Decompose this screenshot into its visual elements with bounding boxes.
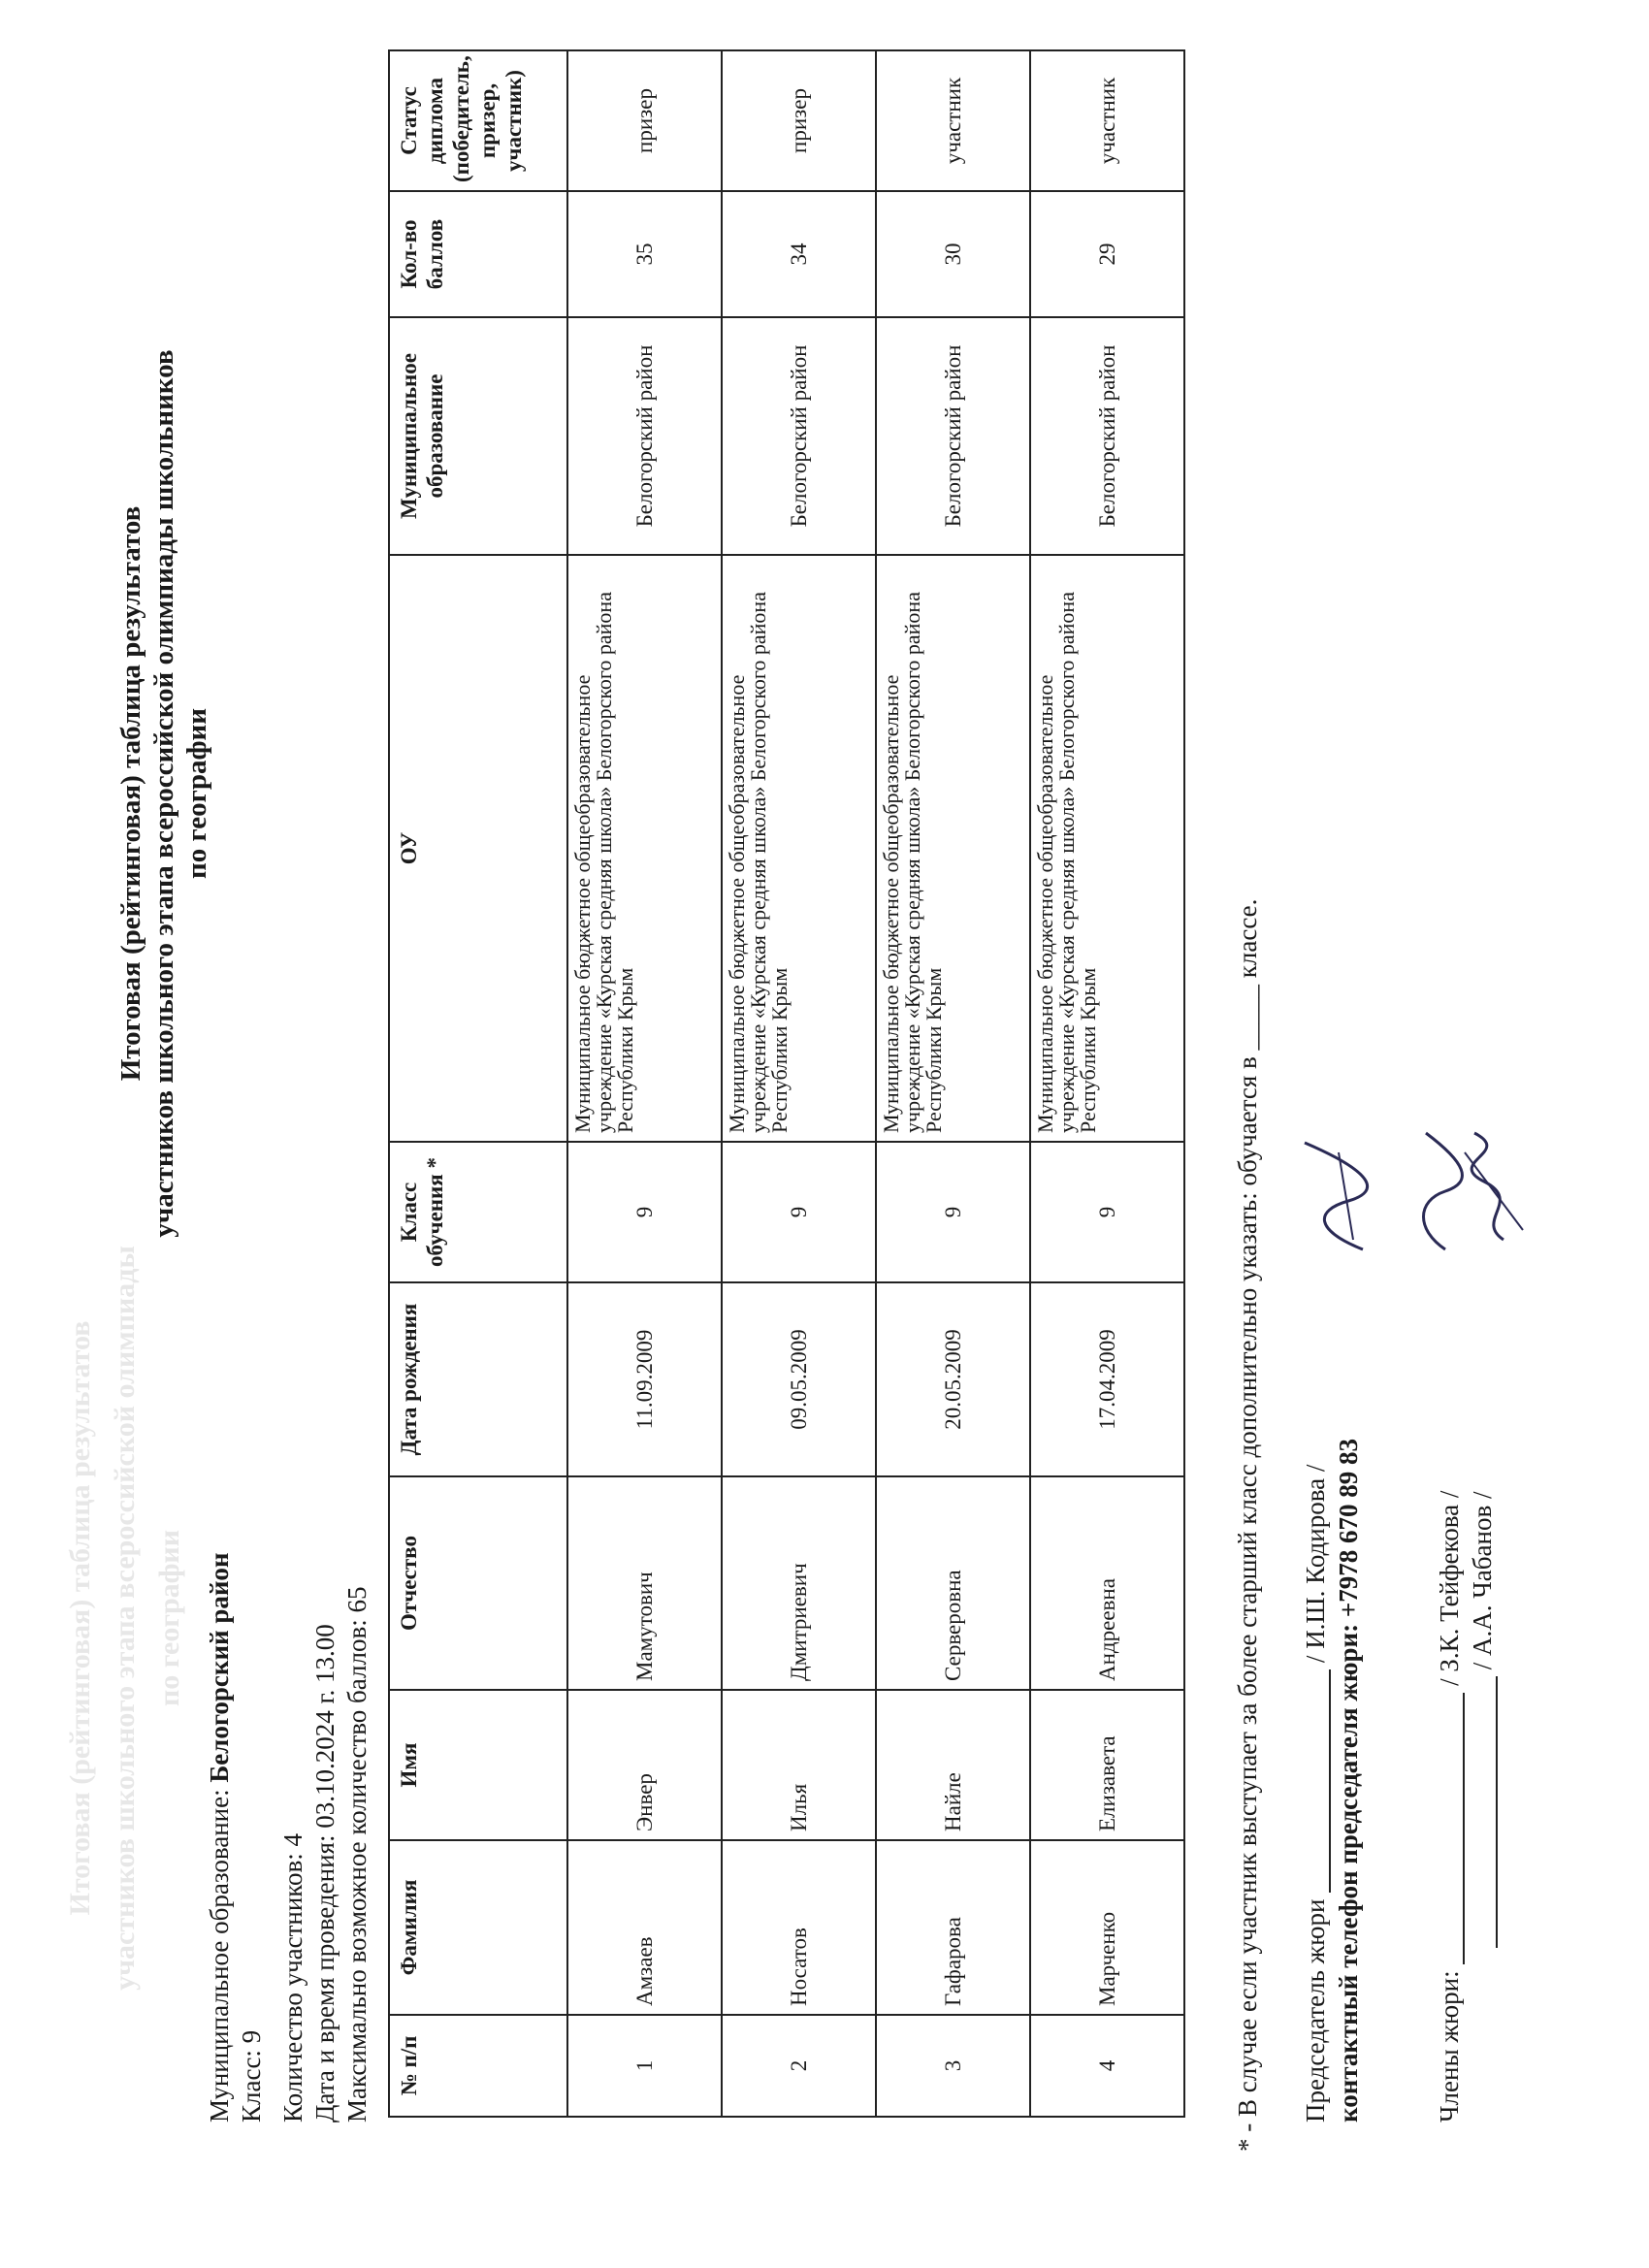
cell-grade: 9 xyxy=(722,1142,876,1282)
cell-num: 4 xyxy=(1030,2015,1184,2117)
table-row xyxy=(876,50,1030,2117)
table-row xyxy=(567,50,722,2117)
table-row xyxy=(722,50,876,2117)
header-grade: Класс обучения * xyxy=(389,1142,567,1282)
member-signatures xyxy=(1406,1123,1533,1259)
header-num: № п/п xyxy=(389,2015,567,2117)
cell-status: призер xyxy=(567,50,722,191)
cell-birthdate: 20.05.2009 xyxy=(876,1282,1030,1476)
municipality-line xyxy=(204,958,236,2122)
cell-num: 3 xyxy=(876,2015,1030,2117)
results-table xyxy=(388,49,1185,2118)
cell-birthdate: 17.04.2009 xyxy=(1030,1282,1184,1476)
header-municipality: Муниципальное образование xyxy=(389,317,567,555)
cell-score: 29 xyxy=(1030,191,1184,317)
cell-school: Муниципальное бюджетное общеобразовательное учреждение «Курская средняя школа» Белогорского района Республики Крым xyxy=(1030,555,1184,1142)
cell-municipality: Белогорский район xyxy=(1030,317,1184,555)
document-title xyxy=(114,114,213,1473)
table-row xyxy=(1030,50,1184,2117)
cell-name: Энвер xyxy=(567,1690,722,1840)
cell-grade: 9 xyxy=(1030,1142,1184,1282)
footnote: * - В случае если участник выступает за более старший класс дополнительно указать: обучается в _____ классе. xyxy=(1233,898,1262,2152)
cell-num: 1 xyxy=(567,2015,722,2117)
member-1-name: / З.К. Тейфекова / xyxy=(1435,1490,1464,1686)
max-score-line: Максимально возможное количество баллов: 65 xyxy=(342,1586,372,2122)
cell-score: 34 xyxy=(722,191,876,317)
cell-grade: 9 xyxy=(876,1142,1030,1282)
jury-member-row xyxy=(1467,473,1500,2122)
header-score: Кол-во баллов xyxy=(389,191,567,317)
cell-surname: Амзаев xyxy=(567,1840,722,2015)
signature-line xyxy=(1463,1693,1465,1964)
header-school: ОУ xyxy=(389,555,567,1142)
municipality-label: Муниципальное образование: xyxy=(205,1782,234,2122)
cell-status: участник xyxy=(876,50,1030,191)
title-line-3: по географии xyxy=(181,708,212,879)
ghost-line: участников школьного этапа всероссийской олимпиады xyxy=(109,1246,141,1991)
cell-municipality: Белогорский район xyxy=(567,317,722,555)
cell-surname: Носатов xyxy=(722,1840,876,2015)
cell-name: Найле xyxy=(876,1690,1030,1840)
class-line: Класс: 9 xyxy=(237,2029,266,2122)
phone-line: контактный телефон председателя жюри: +7978 670 89 83 xyxy=(1334,1439,1363,2122)
signature-line xyxy=(1496,1676,1498,1948)
header-status: Статус диплома (победитель, призер, участник) xyxy=(389,50,567,191)
signature-line xyxy=(1329,1669,1331,1893)
cell-birthdate: 09.05.2009 xyxy=(722,1282,876,1476)
document-meta xyxy=(204,958,373,2122)
cell-municipality: Белогорский район xyxy=(722,317,876,555)
cell-patronymic: Серверовна xyxy=(876,1476,1030,1690)
chair-name: / И.Ш. Кодирова / xyxy=(1301,1464,1330,1664)
cell-patronymic: Дмитриевич xyxy=(722,1476,876,1690)
cell-score: 35 xyxy=(567,191,722,317)
member-2-name: / А.А. Чабанов / xyxy=(1468,1491,1497,1670)
title-line-1: Итоговая (рейтинговая) таблица результатов xyxy=(115,505,146,1082)
municipality-value: Белогорский район xyxy=(205,1552,234,1783)
header-patronymic: Отчество xyxy=(389,1476,567,1690)
cell-school: Муниципальное бюджетное общеобразовательное учреждение «Курская средняя школа» Белогорского района Республики Крым xyxy=(876,555,1030,1142)
cell-score: 30 xyxy=(876,191,1030,317)
chair-label: Председатель жюри xyxy=(1301,1898,1330,2122)
cell-school: Муниципальное бюджетное общеобразовательное учреждение «Курская средняя школа» Белогорского района Республики Крым xyxy=(722,555,876,1142)
cell-num: 2 xyxy=(722,2015,876,2117)
header-birthdate: Дата рождения xyxy=(389,1282,567,1476)
participants-line: Количество участников: 4 xyxy=(278,1832,307,2122)
jury-block xyxy=(1300,473,1500,2122)
chair-signature xyxy=(1295,1133,1382,1259)
cell-municipality: Белогорский район xyxy=(876,317,1030,555)
header-name: Имя xyxy=(389,1690,567,1840)
ghost-line: по географии xyxy=(153,1530,185,1706)
cell-grade: 9 xyxy=(567,1142,722,1282)
jury-member-row xyxy=(1434,473,1467,2122)
ghost-line: Итоговая (рейтинговая) таблица результатов xyxy=(64,1320,96,1916)
jury-chair-row xyxy=(1300,473,1333,2122)
cell-school: Муниципальное бюджетное общеобразовательное учреждение «Курская средняя школа» Белогорского района Республики Крым xyxy=(567,555,722,1142)
cell-patronymic: Мамутович xyxy=(567,1476,722,1690)
cell-birthdate: 11.09.2009 xyxy=(567,1282,722,1476)
cell-surname: Марченко xyxy=(1030,1840,1184,2015)
cell-status: участник xyxy=(1030,50,1184,191)
table-header-row xyxy=(389,50,567,2117)
title-line-2: участников школьного этапа всероссийской олимпиады школьников xyxy=(148,349,179,1238)
cell-status: призер xyxy=(722,50,876,191)
members-label: Члены жюри: xyxy=(1435,1970,1464,2122)
cell-patronymic: Андреевна xyxy=(1030,1476,1184,1690)
cell-name: Елизавета xyxy=(1030,1690,1184,1840)
header-surname: Фамилия xyxy=(389,1840,567,2015)
datetime-line: Дата и время проведения: 03.10.2024 г. 13.00 xyxy=(310,1624,340,2122)
cell-name: Илья xyxy=(722,1690,876,1840)
cell-surname: Гафарова xyxy=(876,1840,1030,2015)
